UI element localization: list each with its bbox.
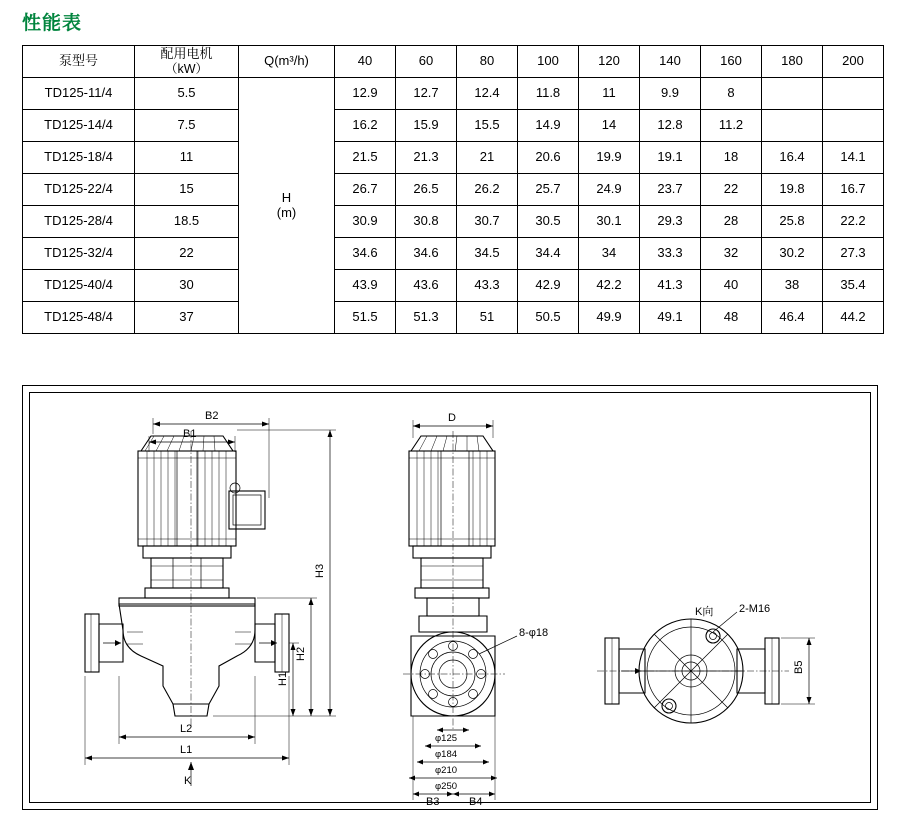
dim-label-b3: B3 xyxy=(426,796,440,808)
cell-value xyxy=(762,78,823,110)
table-row xyxy=(23,78,884,110)
cell-value: 16.7 xyxy=(823,174,884,206)
dim-label-b2: B2 xyxy=(205,410,219,422)
header-flow-label: Q(m³/h) xyxy=(239,46,335,78)
front-view xyxy=(85,410,336,787)
cell-value: 23.7 xyxy=(640,174,701,206)
cell-value: 34.4 xyxy=(518,238,579,270)
header-flow-100: 100 xyxy=(518,46,579,78)
cell-value: 28 xyxy=(701,206,762,238)
header-motor-line1: 配用电机 xyxy=(160,45,213,61)
cell-value: 30.2 xyxy=(762,238,823,270)
cell-value: 49.1 xyxy=(640,302,701,334)
cell-value: 20.6 xyxy=(518,142,579,174)
cell-model: TD125-28/4 xyxy=(23,206,135,238)
cell-value: 34.6 xyxy=(396,238,457,270)
cell-model: TD125-48/4 xyxy=(23,302,135,334)
header-flow-40: 40 xyxy=(335,46,396,78)
header-motor xyxy=(135,46,239,78)
table-header-row xyxy=(23,46,884,78)
dim-label-b5: B5 xyxy=(793,660,805,674)
table-row xyxy=(23,110,884,142)
cell-motor: 5.5 xyxy=(135,78,239,110)
cell-value: 42.9 xyxy=(518,270,579,302)
cell-value: 11.2 xyxy=(701,110,762,142)
dim-label-d250: φ250 xyxy=(435,781,458,792)
dim-label-k: K xyxy=(184,775,192,787)
dim-label-b1: B1 xyxy=(183,428,197,440)
cell-value: 51.5 xyxy=(335,302,396,334)
cell-value: 24.9 xyxy=(579,174,640,206)
cell-model: TD125-40/4 xyxy=(23,270,135,302)
cell-value: 15.9 xyxy=(396,110,457,142)
cell-value: 12.4 xyxy=(457,78,518,110)
dim-label-d125: φ125 xyxy=(435,733,458,744)
dim-label-2m16: 2-M16 xyxy=(739,603,771,615)
cell-value: 49.9 xyxy=(579,302,640,334)
cell-value: 19.9 xyxy=(579,142,640,174)
cell-value: 35.4 xyxy=(823,270,884,302)
cell-value: 30.8 xyxy=(396,206,457,238)
cell-value: 26.7 xyxy=(335,174,396,206)
cell-motor: 15 xyxy=(135,174,239,206)
cell-value: 14.9 xyxy=(518,110,579,142)
cell-value: 30.5 xyxy=(518,206,579,238)
cell-value: 34.6 xyxy=(335,238,396,270)
cell-value xyxy=(762,110,823,142)
table-row xyxy=(23,142,884,174)
cell-value: 11 xyxy=(579,78,640,110)
cell-value xyxy=(823,110,884,142)
cell-value: 48 xyxy=(701,302,762,334)
cell-model: TD125-22/4 xyxy=(23,174,135,206)
head-symbol: H xyxy=(281,189,292,205)
cell-value: 38 xyxy=(762,270,823,302)
cell-value: 14.1 xyxy=(823,142,884,174)
cell-motor: 22 xyxy=(135,238,239,270)
cell-value: 14 xyxy=(579,110,640,142)
dim-label-l2: L2 xyxy=(180,723,193,735)
cell-model: TD125-14/4 xyxy=(23,110,135,142)
cell-value: 30.9 xyxy=(335,206,396,238)
cell-value xyxy=(823,78,884,110)
cell-value: 43.6 xyxy=(396,270,457,302)
cell-value: 51 xyxy=(457,302,518,334)
cell-value: 30.1 xyxy=(579,206,640,238)
cell-value: 22.2 xyxy=(823,206,884,238)
cell-value: 25.7 xyxy=(518,174,579,206)
dim-label-h1: H1 xyxy=(277,671,289,686)
cell-value: 12.9 xyxy=(335,78,396,110)
cell-value: 30.7 xyxy=(457,206,518,238)
cell-value: 25.8 xyxy=(762,206,823,238)
cell-value: 51.3 xyxy=(396,302,457,334)
header-flow-140: 140 xyxy=(640,46,701,78)
cell-motor: 11 xyxy=(135,142,239,174)
top-view-k xyxy=(597,603,815,723)
cell-value: 44.2 xyxy=(823,302,884,334)
cell-value: 32 xyxy=(701,238,762,270)
cell-model: TD125-11/4 xyxy=(23,78,135,110)
performance-table-container xyxy=(22,45,878,334)
cell-value: 26.2 xyxy=(457,174,518,206)
cell-value: 11.8 xyxy=(518,78,579,110)
cell-value: 26.5 xyxy=(396,174,457,206)
cell-motor: 30 xyxy=(135,270,239,302)
cell-value: 21 xyxy=(457,142,518,174)
table-row xyxy=(23,174,884,206)
cell-value: 22 xyxy=(701,174,762,206)
cell-motor: 37 xyxy=(135,302,239,334)
dim-label-k-direction: K向 xyxy=(695,606,714,618)
cell-value: 40 xyxy=(701,270,762,302)
table-row xyxy=(23,302,884,334)
pump-dimension-drawing xyxy=(23,386,879,811)
dim-label-d: D xyxy=(448,412,456,424)
dim-label-d184: φ184 xyxy=(435,749,458,760)
cell-head-label xyxy=(239,78,335,334)
cell-value: 12.7 xyxy=(396,78,457,110)
header-flow-200: 200 xyxy=(823,46,884,78)
header-flow-160: 160 xyxy=(701,46,762,78)
cell-model: TD125-18/4 xyxy=(23,142,135,174)
dimension-drawing-panel xyxy=(22,385,878,810)
header-flow-180: 180 xyxy=(762,46,823,78)
dim-label-l1: L1 xyxy=(180,744,193,756)
cell-value: 15.5 xyxy=(457,110,518,142)
head-unit: (m) xyxy=(276,204,297,220)
cell-value: 21.3 xyxy=(396,142,457,174)
cell-value: 29.3 xyxy=(640,206,701,238)
dim-label-b4: B4 xyxy=(469,796,483,808)
cell-value: 8 xyxy=(701,78,762,110)
cell-value: 50.5 xyxy=(518,302,579,334)
cell-value: 27.3 xyxy=(823,238,884,270)
cell-value: 16.2 xyxy=(335,110,396,142)
cell-value: 18 xyxy=(701,142,762,174)
header-flow-80: 80 xyxy=(457,46,518,78)
cell-value: 21.5 xyxy=(335,142,396,174)
cell-motor: 7.5 xyxy=(135,110,239,142)
cell-value: 19.1 xyxy=(640,142,701,174)
dim-label-h2: H2 xyxy=(295,646,307,661)
dim-label-d210: φ210 xyxy=(435,765,458,776)
cell-value: 42.2 xyxy=(579,270,640,302)
page-title: 性能表 xyxy=(22,13,83,34)
cell-motor: 18.5 xyxy=(135,206,239,238)
cell-model: TD125-32/4 xyxy=(23,238,135,270)
performance-table xyxy=(22,45,884,334)
dim-label-bolt-holes: 8-φ18 xyxy=(519,627,549,639)
header-model: 泵型号 xyxy=(23,46,135,78)
cell-value: 43.9 xyxy=(335,270,396,302)
cell-value: 46.4 xyxy=(762,302,823,334)
header-flow-120: 120 xyxy=(579,46,640,78)
cell-value: 33.3 xyxy=(640,238,701,270)
cell-value: 9.9 xyxy=(640,78,701,110)
header-motor-line2: （kW） xyxy=(164,61,209,76)
cell-value: 16.4 xyxy=(762,142,823,174)
table-row xyxy=(23,206,884,238)
side-view xyxy=(403,412,548,808)
dim-label-h3: H3 xyxy=(314,563,326,578)
cell-value: 34.5 xyxy=(457,238,518,270)
table-row xyxy=(23,270,884,302)
header-flow-60: 60 xyxy=(396,46,457,78)
cell-value: 34 xyxy=(579,238,640,270)
cell-value: 41.3 xyxy=(640,270,701,302)
cell-value: 19.8 xyxy=(762,174,823,206)
cell-value: 43.3 xyxy=(457,270,518,302)
cell-value: 12.8 xyxy=(640,110,701,142)
table-row xyxy=(23,238,884,270)
